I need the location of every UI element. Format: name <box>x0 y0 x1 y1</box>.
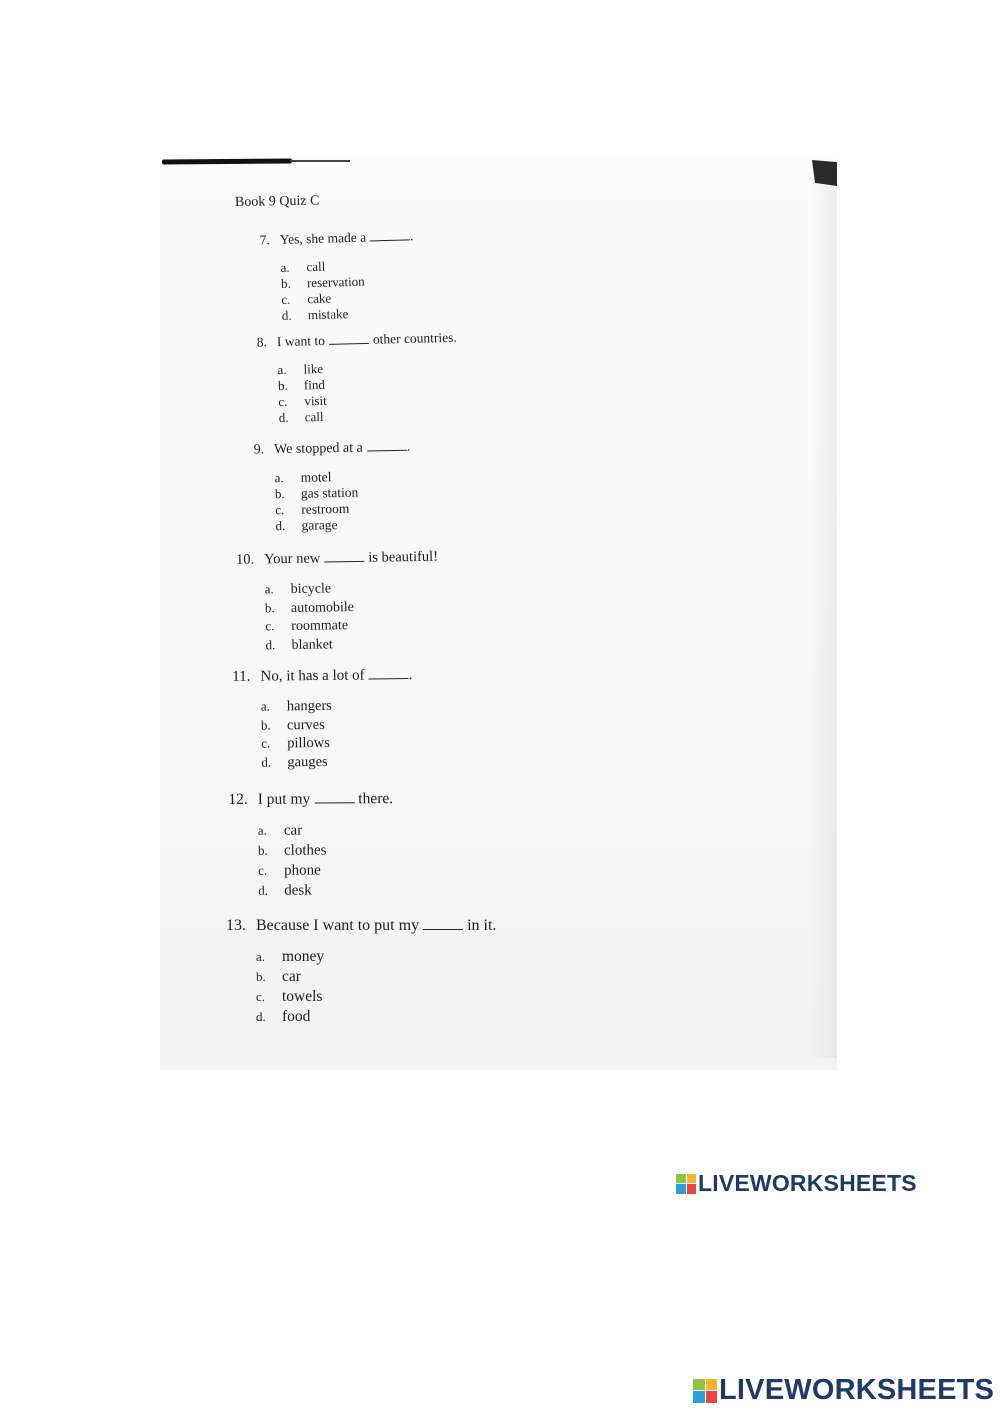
option-letter: b. <box>256 969 266 984</box>
option-letter: c. <box>261 735 271 751</box>
logo-square <box>693 1379 705 1391</box>
question-prompt <box>236 440 410 459</box>
option-letter: b. <box>280 275 291 291</box>
question-prompt <box>242 228 414 249</box>
option-text: find <box>303 376 326 393</box>
option-list <box>265 578 440 655</box>
answer-blank <box>370 238 410 241</box>
option-text: roommate <box>291 618 349 634</box>
option-letter: b. <box>277 377 288 394</box>
liveworksheets-logo-icon <box>676 1174 696 1194</box>
top-rule <box>162 159 292 165</box>
answer-blank <box>314 801 354 803</box>
question-number: 11. <box>232 668 251 685</box>
option-text: hangers <box>286 697 332 715</box>
option-letter: c. <box>265 618 275 634</box>
question-number: 9. <box>253 442 265 458</box>
answer-blank <box>367 449 407 452</box>
question-item <box>236 440 412 549</box>
option-letter: b. <box>257 842 268 858</box>
option-list <box>277 358 458 426</box>
option-item <box>258 860 393 881</box>
question-prompt <box>220 790 393 809</box>
option-text: clothes <box>283 842 327 859</box>
option-letter: a. <box>260 698 270 714</box>
logo-square <box>693 1391 705 1403</box>
question-text-before: Yes, she made a <box>279 229 367 247</box>
option-text: like <box>303 360 324 377</box>
option-text: desk <box>284 882 312 899</box>
quiz-title: Book 9 Quiz C <box>234 193 320 210</box>
option-text: call <box>304 408 324 425</box>
liveworksheets-wordmark: LIVEWORKSHEETS <box>698 1170 917 1196</box>
liveworksheets-wordmark: LIVEWORKSHEETS <box>719 1374 995 1406</box>
logo-square <box>676 1184 686 1194</box>
option-list <box>275 468 412 535</box>
option-letter: d. <box>278 409 289 426</box>
option-text: gas station <box>300 484 359 501</box>
option-text: food <box>282 1008 311 1025</box>
question-item <box>239 330 459 441</box>
liveworksheets-watermark-footer <box>693 1374 994 1407</box>
option-text: motel <box>300 469 332 485</box>
option-item <box>261 715 413 735</box>
option-item <box>258 880 393 901</box>
option-letter: a. <box>257 822 267 838</box>
option-list <box>256 947 496 1027</box>
option-letter: d. <box>281 307 292 323</box>
question-number: 12. <box>228 790 248 808</box>
option-letter: a. <box>280 259 290 275</box>
option-list <box>280 256 415 324</box>
question-prompt <box>226 549 438 569</box>
question-item <box>242 228 417 338</box>
question-text-after: in it. <box>467 917 497 934</box>
question-text-before: I put my <box>257 790 311 808</box>
option-text: restroom <box>301 500 350 517</box>
option-item <box>256 967 496 987</box>
question-text-after: . <box>409 228 414 244</box>
option-item <box>256 987 496 1007</box>
question-text-before: Because I want to put my <box>256 917 420 934</box>
liveworksheets-watermark <box>676 1170 917 1197</box>
option-item <box>275 516 411 535</box>
option-letter: d. <box>258 882 268 898</box>
question-text-after: is beautiful! <box>368 548 439 566</box>
question-number: 7. <box>259 232 270 248</box>
option-text: call <box>306 258 326 275</box>
answer-blank <box>329 342 369 345</box>
option-item <box>258 840 393 861</box>
question-text-before: Your new <box>264 550 321 568</box>
option-item <box>256 947 496 967</box>
question-item <box>226 549 440 670</box>
answer-blank <box>369 677 409 679</box>
question-text-after: . <box>408 667 413 684</box>
answer-blank <box>423 928 463 930</box>
top-rule-thin <box>290 160 350 162</box>
option-item <box>258 820 393 841</box>
question-text-before: I want to <box>276 332 326 350</box>
logo-square <box>706 1391 718 1403</box>
question-prompt <box>218 917 496 935</box>
option-letter: b. <box>260 717 271 733</box>
option-text: gauges <box>287 753 328 770</box>
question-text-before: We stopped at a <box>273 440 363 458</box>
question-text-after: there. <box>358 790 394 808</box>
option-letter: a. <box>277 361 287 378</box>
option-letter: c. <box>275 502 285 518</box>
liveworksheets-logo-icon <box>693 1379 717 1403</box>
option-text: blanket <box>291 636 333 653</box>
option-item <box>265 633 439 654</box>
option-item <box>261 733 413 753</box>
logo-square <box>687 1174 697 1184</box>
option-text: curves <box>286 716 325 733</box>
question-number: 10. <box>235 551 255 568</box>
option-text: visit <box>304 392 327 409</box>
option-text: car <box>282 968 301 985</box>
option-letter: c. <box>258 862 268 878</box>
option-letter: d. <box>261 753 272 770</box>
option-text: garage <box>301 517 338 533</box>
logo-square <box>687 1184 697 1194</box>
option-letter: d. <box>275 518 286 534</box>
corner-mark <box>812 160 837 186</box>
question-prompt <box>222 667 412 686</box>
option-item <box>261 752 413 772</box>
option-letter: c. <box>281 291 291 307</box>
option-item <box>256 1007 496 1027</box>
option-letter: d. <box>265 636 276 652</box>
option-list <box>261 696 414 772</box>
question-number: 13. <box>226 917 246 934</box>
page-shadow <box>809 178 837 1058</box>
option-list <box>258 820 394 901</box>
option-item <box>261 696 413 716</box>
logo-square <box>706 1379 718 1391</box>
option-item <box>282 304 416 324</box>
question-item <box>218 917 496 1043</box>
option-text: pillows <box>287 734 330 752</box>
option-letter: a. <box>256 949 266 964</box>
option-text: mistake <box>307 306 349 323</box>
option-letter: c. <box>278 393 288 410</box>
logo-square <box>676 1174 686 1184</box>
option-text: car <box>283 822 303 839</box>
option-letter: b. <box>264 599 275 615</box>
option-text: phone <box>284 862 321 879</box>
option-text: cake <box>307 290 332 307</box>
option-letter: d. <box>256 1009 266 1024</box>
option-item <box>279 406 459 426</box>
option-letter: a. <box>264 581 274 597</box>
option-letter: b. <box>274 486 285 502</box>
option-letter: a. <box>274 470 284 486</box>
option-text: automobile <box>290 599 355 616</box>
question-item <box>220 790 394 916</box>
option-text: bicycle <box>290 581 332 597</box>
option-text: reservation <box>306 273 365 291</box>
option-text: money <box>282 948 325 965</box>
answer-blank <box>324 560 364 563</box>
question-text-after: . <box>406 439 411 455</box>
question-text-after: other countries. <box>372 329 457 347</box>
question-item <box>222 667 413 787</box>
option-text: towels <box>282 988 323 1005</box>
option-letter: c. <box>256 989 266 1004</box>
question-text-before: No, it has a lot of <box>260 667 365 685</box>
question-number: 8. <box>256 334 268 350</box>
